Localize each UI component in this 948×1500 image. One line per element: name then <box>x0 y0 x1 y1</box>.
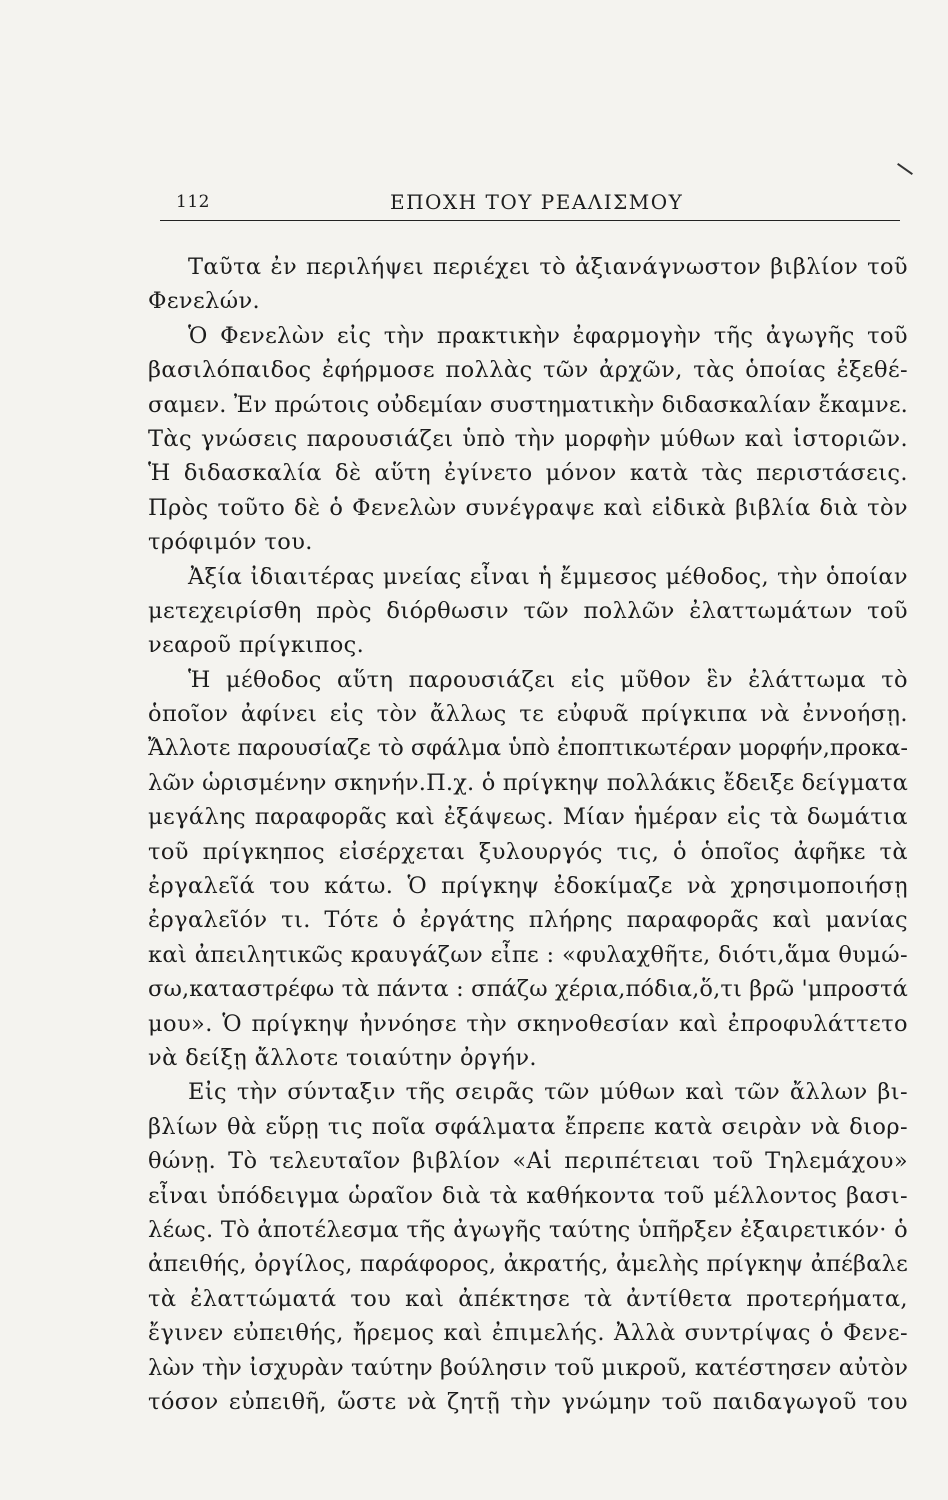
text-line: μου». Ὁ πρίγκηψ ἠννόησε τὴν σκηνοθεσίαν καὶ ἐπροφυλάττετο <box>148 1010 908 1037</box>
text-line: τοῦ πρίγκηπος εἰσέρχεται ξυλουργός τις, ὁ ὁποῖος ἀφῆκε τὰ <box>148 838 908 865</box>
text-line: Πρὸς τοῦτο δὲ ὁ Φενελὼν συνέγραψε καὶ εἰδικὰ βιβλία διὰ τὸν <box>148 494 908 521</box>
text-line: Ἀξία ἰδιαιτέρας μνείας εἶναι ἡ ἔμμεσος μέθοδος, τὴν ὁποίαν <box>188 563 908 590</box>
text-line: σαμεν. Ἐν πρώτοις οὐδεμίαν συστηματικὴν διδασκαλίαν ἔκαμνε. <box>148 391 908 418</box>
body-text <box>148 250 908 1419</box>
text-line: νεαροῦ πρίγκιπος. <box>148 632 365 659</box>
text-line: καὶ ἀπειλητικῶς κραυγάζων εἶπε : «φυλαχθῆτε, διότι,ἅμα θυμώ- <box>148 941 908 968</box>
text-line: Τὰς γνώσεις παρουσιάζει ὑπὸ τὴν μορφὴν μύθων καὶ ἱστοριῶν. <box>148 425 908 452</box>
text-line: θώνῃ. Τὸ τελευταῖον βιβλίον «Αἱ περιπέτειαι τοῦ Τηλεμάχου» <box>148 1148 908 1175</box>
text-line: ἐργαλεῖά του κάτω. Ὁ πρίγκηψ ἐδοκίμαζε νὰ χρησιμοποιήσῃ <box>148 873 908 900</box>
text-line: Φενελών. <box>148 288 261 315</box>
text-line: σω,καταστρέφω τὰ πάντα : σπάζω χέρια,πόδια,ὅ,τι βρῶ 'μπροστά <box>148 976 908 1003</box>
text-line: τὰ ἐλαττώματά του καὶ ἀπέκτησε τὰ ἀντίθετα προτερήματα, <box>148 1285 908 1312</box>
running-header <box>160 190 900 221</box>
text-line: Ἡ διδασκαλία δὲ αὕτη ἐγίνετο μόνον κατὰ τὰς περιστάσεις. <box>148 460 908 487</box>
text-line: Εἰς τὴν σύνταξιν τῆς σειρᾶς τῶν μύθων καὶ τῶν ἄλλων βι- <box>188 1079 908 1106</box>
text-line: Ταῦτα ἐν περιλήψει περιέχει τὸ ἀξιανάγνωστον βιβλίον τοῦ <box>188 254 908 280</box>
page-number: 112 <box>176 192 210 212</box>
text-line: βασιλόπαιδος ἐφήρμοσε πολλὰς τῶν ἀρχῶν, τὰς ὁποίας ἐξεθέ- <box>148 357 908 384</box>
text-line: εἶναι ὑπόδειγμα ὡραῖον διὰ τὰ καθήκοντα τοῦ μέλλοντος βασι- <box>148 1182 908 1209</box>
text-line: ἐργαλεῖόν τι. Τότε ὁ ἐργάτης πλήρης παραφορᾶς καὶ μανίας <box>148 907 908 934</box>
text-line: τόσον εὐπειθῆ, ὥστε νὰ ζητῇ τὴν γνώμην τοῦ παιδαγωγοῦ του <box>148 1388 908 1415</box>
text-line: μετεχειρίσθη πρὸς διόρθωσιν τῶν πολλῶν ἐλαττωμάτων τοῦ <box>148 597 908 624</box>
running-title: ΕΠΟΧΗ ΤΟΥ ΡΕΑΛΙΣΜΟΥ <box>390 190 684 214</box>
text-line: μεγάλης παραφορᾶς καὶ ἐξάψεως. Μίαν ἡμέραν εἰς τὰ δωμάτια <box>148 804 908 831</box>
text-line: νὰ δείξῃ ἄλλοτε τοιαύτην ὀργήν. <box>148 1044 537 1071</box>
text-line: Ἄλλοτε παρουσίαζε τὸ σφάλμα ὑπὸ ἐποπτικωτέραν μορφήν,προκα- <box>148 735 908 762</box>
text-line: ὁποῖον ἀφίνει εἰς τὸν ἄλλως τε εὐφυᾶ πρίγκιπα νὰ ἐννοήσῃ. <box>148 701 908 728</box>
text-line: Ὁ Φενελὼν εἰς τὴν πρακτικὴν ἐφαρμογὴν τῆς ἀγωγῆς τοῦ <box>188 322 908 349</box>
text-line: λὼν τὴν ἰσχυρὰν ταύτην βούλησιν τοῦ μικροῦ, κατέστησεν αὐτὸν <box>148 1354 908 1381</box>
text-line: βλίων θὰ εὕρῃ τις ποῖα σφάλματα ἔπρεπε κατὰ σειρὰν νὰ διορ- <box>148 1113 908 1140</box>
text-line: λῶν ὡρισμένην σκηνήν.Π.χ. ὁ πρίγκηψ πολλάκις ἔδειξε δείγματα <box>148 769 908 796</box>
stray-mark <box>897 163 913 175</box>
text-line: ἀπειθής, ὀργίλος, παράφορος, ἀκρατής, ἀμελὴς πρίγκηψ ἀπέβαλε <box>148 1251 908 1278</box>
text-line: λέως. Τὸ ἀποτέλεσμα τῆς ἀγωγῆς ταύτης ὑπῆρξεν ἐξαιρετικόν· ὁ <box>148 1216 908 1243</box>
text-line: τρόφιμόν του. <box>148 529 313 556</box>
text-line: Ἡ μέθοδος αὕτη παρουσιάζει εἰς μῦθον ἓν ἐλάττωμα τὸ <box>188 666 908 693</box>
text-line: ἔγινεν εὐπειθής, ἤρεμος καὶ ἐπιμελής. Ἀλλὰ συντρίψας ὁ Φενε- <box>148 1320 908 1347</box>
